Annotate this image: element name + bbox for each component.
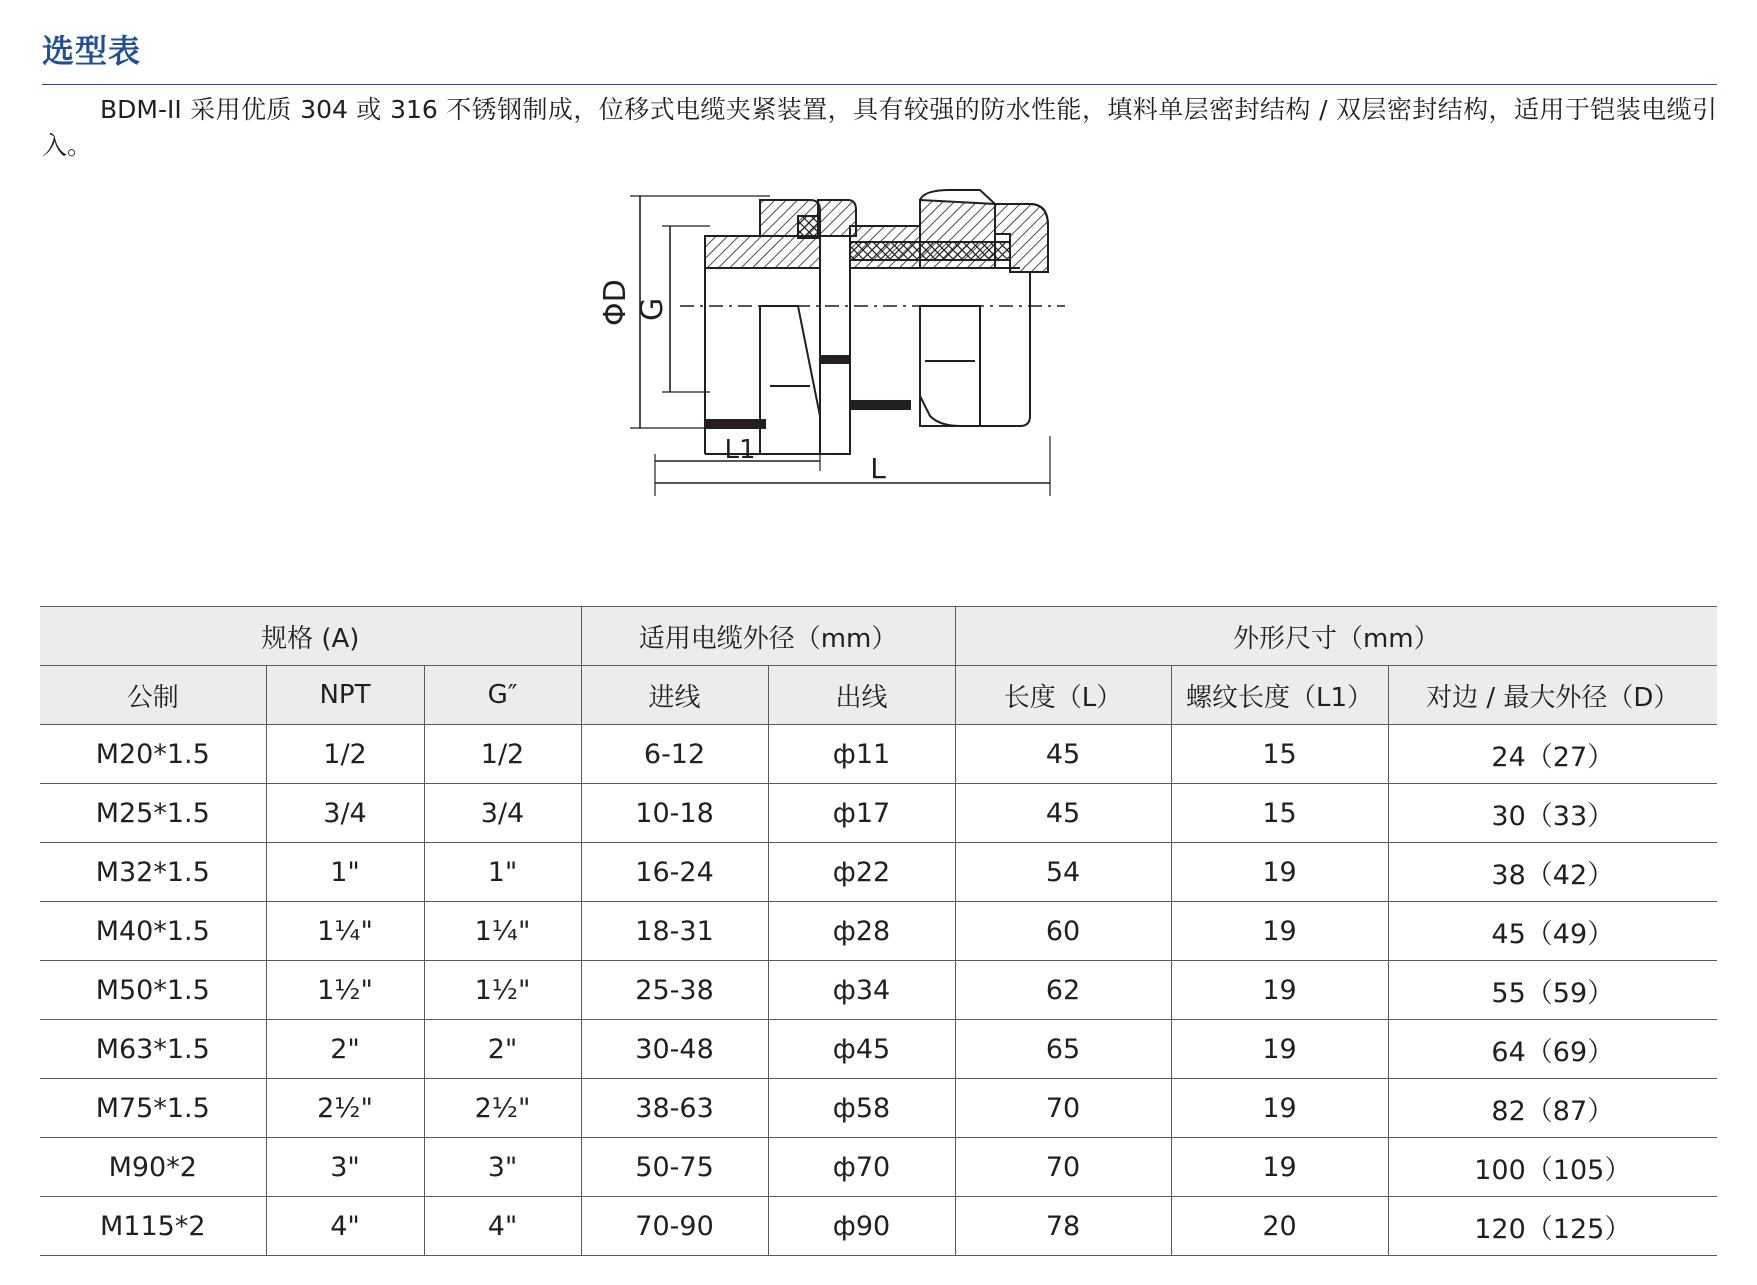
column-header: 出线 [768,666,955,725]
table-cell: 54 [955,843,1171,902]
table-cell: 19 [1171,1020,1388,1079]
table-cell: 3" [424,1138,581,1197]
table-row [40,1020,1717,1079]
table-cell: 16-24 [581,843,768,902]
table-cell: 1½" [266,961,424,1020]
column-header: 公制 [40,666,266,725]
table-cell: 19 [1171,1079,1388,1138]
table-row [40,961,1717,1020]
title-divider [42,84,1717,85]
table-cell: M20*1.5 [40,725,266,784]
group-header-dimensions: 外形尺寸（mm） [955,607,1717,666]
table-cell: 24（27） [1388,725,1717,784]
table-cell: 4" [266,1197,424,1256]
table-cell: 38（42） [1388,843,1717,902]
column-header: G″ [424,666,581,725]
table-cell: 70 [955,1138,1171,1197]
l-label: L [870,452,886,485]
table-cell: 30-48 [581,1020,768,1079]
table-cell: 64（69） [1388,1020,1717,1079]
table-cell: 45（49） [1388,902,1717,961]
table-cell: 19 [1171,843,1388,902]
group-header-row [40,607,1717,666]
table-cell: 82（87） [1388,1079,1717,1138]
cable-gland-drawing [598,196,1140,546]
table-cell: ф90 [768,1197,955,1256]
table-cell: 45 [955,784,1171,843]
table-cell: 1¼" [424,902,581,961]
table-cell: 1" [266,843,424,902]
table-cell: 10-18 [581,784,768,843]
group-header-spec: 规格 (A) [40,607,581,666]
table-cell: M75*1.5 [40,1079,266,1138]
table-cell: 3/4 [424,784,581,843]
table-row [40,902,1717,961]
table-cell: 2½" [424,1079,581,1138]
phi-d-label: ΦD [598,279,633,326]
table-cell: 1/2 [266,725,424,784]
selection-table [40,606,1717,1256]
table-row [40,784,1717,843]
column-header: 对边 / 最大外径（D） [1388,666,1717,725]
table-cell: 1¼" [266,902,424,961]
table-cell: M40*1.5 [40,902,266,961]
table-cell: 120（125） [1388,1197,1717,1256]
table-cell: 2" [266,1020,424,1079]
table-cell: ф22 [768,843,955,902]
table-cell: 65 [955,1020,1171,1079]
table-cell: 2½" [266,1079,424,1138]
table-cell: 70-90 [581,1197,768,1256]
table-cell: ф45 [768,1020,955,1079]
table-cell: 50-75 [581,1138,768,1197]
table-cell: ф58 [768,1079,955,1138]
intro-paragraph: BDM-II 采用优质 304 或 316 不锈钢制成，位移式电缆夹紧装置，具有较强的防水性能，填料单层密封结构 / 双层密封结构，适用于铠装电缆引入。 [42,95,1717,160]
column-header-row [40,666,1717,725]
table-cell: M63*1.5 [40,1020,266,1079]
table-cell: 15 [1171,725,1388,784]
column-header: NPT [266,666,424,725]
table-row [40,1079,1717,1138]
table-cell: 19 [1171,961,1388,1020]
table-cell: 3" [266,1138,424,1197]
column-header: 螺纹长度（L1） [1171,666,1388,725]
page-title: 选型表 [42,32,142,70]
table-cell: M32*1.5 [40,843,266,902]
table-row [40,843,1717,902]
table-row [40,1197,1717,1256]
table-cell: M115*2 [40,1197,266,1256]
table-cell: 19 [1171,1138,1388,1197]
column-header: 进线 [581,666,768,725]
table-cell: 6-12 [581,725,768,784]
table-cell: ф28 [768,902,955,961]
table-cell: 1½" [424,961,581,1020]
table-cell: 18-31 [581,902,768,961]
table-cell: 2" [424,1020,581,1079]
table-cell: 78 [955,1197,1171,1256]
g-label: G [635,297,670,321]
table-cell: 55（59） [1388,961,1717,1020]
table-cell: 3/4 [266,784,424,843]
table-cell: 4" [424,1197,581,1256]
column-header: 长度（L） [955,666,1171,725]
table-cell: 100（105） [1388,1138,1717,1197]
table-cell: M90*2 [40,1138,266,1197]
table-row [40,725,1717,784]
table-cell: 1/2 [424,725,581,784]
table-cell: 70 [955,1079,1171,1138]
table-cell: ф17 [768,784,955,843]
table-cell: M25*1.5 [40,784,266,843]
l1-label: L1 [724,435,756,465]
table-cell: 30（33） [1388,784,1717,843]
table-cell: 20 [1171,1197,1388,1256]
table-cell: 45 [955,725,1171,784]
table-cell: 38-63 [581,1079,768,1138]
table-cell: 60 [955,902,1171,961]
table-cell: 15 [1171,784,1388,843]
table-cell: M50*1.5 [40,961,266,1020]
table-cell: ф70 [768,1138,955,1197]
group-header-cable-diameter: 适用电缆外径（mm） [581,607,955,666]
table-cell: ф34 [768,961,955,1020]
table-row [40,1138,1717,1197]
table-cell: 1" [424,843,581,902]
table-cell: 25-38 [581,961,768,1020]
table-cell: 62 [955,961,1171,1020]
table-cell: ф11 [768,725,955,784]
table-cell: 19 [1171,902,1388,961]
